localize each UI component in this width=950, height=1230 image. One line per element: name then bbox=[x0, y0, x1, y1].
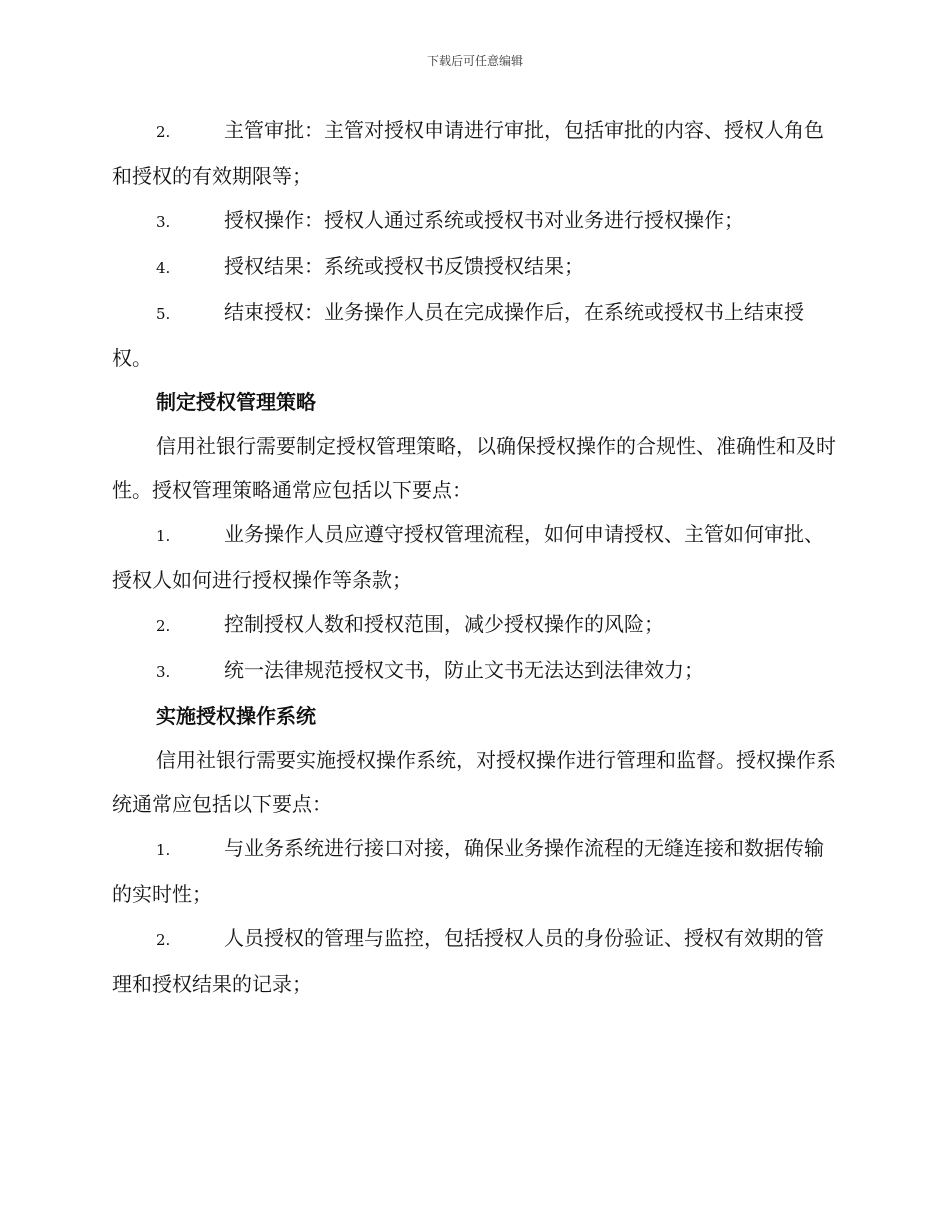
list-number: 1. bbox=[156, 841, 171, 859]
section-heading: 实施授权操作系统 bbox=[156, 704, 316, 728]
list-item bbox=[112, 916, 836, 1006]
list-item bbox=[112, 602, 836, 648]
list-item bbox=[112, 512, 836, 602]
list-text: 统一法律规范授权文书，防止文书无法达到法律效力； bbox=[224, 658, 704, 682]
list-text: 结束授权：业务操作人员在完成操作后，在系统或授权书上结束授权。 bbox=[112, 300, 804, 370]
list-item bbox=[112, 648, 836, 694]
list-number: 3. bbox=[156, 663, 171, 681]
list-text: 业务操作人员应遵守授权管理流程，如何申请授权、主管如何审批、授权人如何进行授权操作等条款； bbox=[112, 522, 824, 592]
list-text: 授权操作：授权人通过系统或授权书对业务进行授权操作； bbox=[224, 208, 744, 232]
list-item bbox=[112, 826, 836, 916]
list-text: 控制授权人数和授权范围，减少授权操作的风险； bbox=[224, 612, 664, 636]
page-header: 下载后可任意编辑 bbox=[426, 54, 523, 68]
list-number: 2. bbox=[156, 931, 171, 949]
list-text: 与业务系统进行接口对接，确保业务操作流程的无缝连接和数据传输的实时性； bbox=[112, 836, 824, 906]
paragraph: 信用社银行需要实施授权操作系统，对授权操作进行管理和监督。授权操作系统通常应包括以下要点： bbox=[112, 748, 836, 816]
list-item bbox=[112, 290, 836, 380]
list-item bbox=[112, 198, 836, 244]
list-text: 主管审批：主管对授权申请进行审批，包括审批的内容、授权人角色和授权的有效期限等； bbox=[112, 118, 824, 188]
list-number: 3. bbox=[156, 213, 171, 231]
list-item bbox=[112, 108, 836, 198]
list-number: 2. bbox=[156, 123, 171, 141]
section-heading: 制定授权管理策略 bbox=[156, 390, 316, 414]
list-text: 授权结果：系统或授权书反馈授权结果； bbox=[224, 254, 584, 278]
list-number: 4. bbox=[156, 259, 171, 277]
list-number: 1. bbox=[156, 527, 171, 545]
list-number: 5. bbox=[156, 305, 171, 323]
list-item bbox=[112, 244, 836, 290]
list-number: 2. bbox=[156, 617, 171, 635]
document-body bbox=[112, 108, 836, 1006]
list-text: 人员授权的管理与监控，包括授权人员的身份验证、授权有效期的管理和授权结果的记录； bbox=[112, 926, 824, 996]
paragraph: 信用社银行需要制定授权管理策略，以确保授权操作的合规性、准确性和及时性。授权管理策略通常应包括以下要点： bbox=[112, 434, 836, 502]
